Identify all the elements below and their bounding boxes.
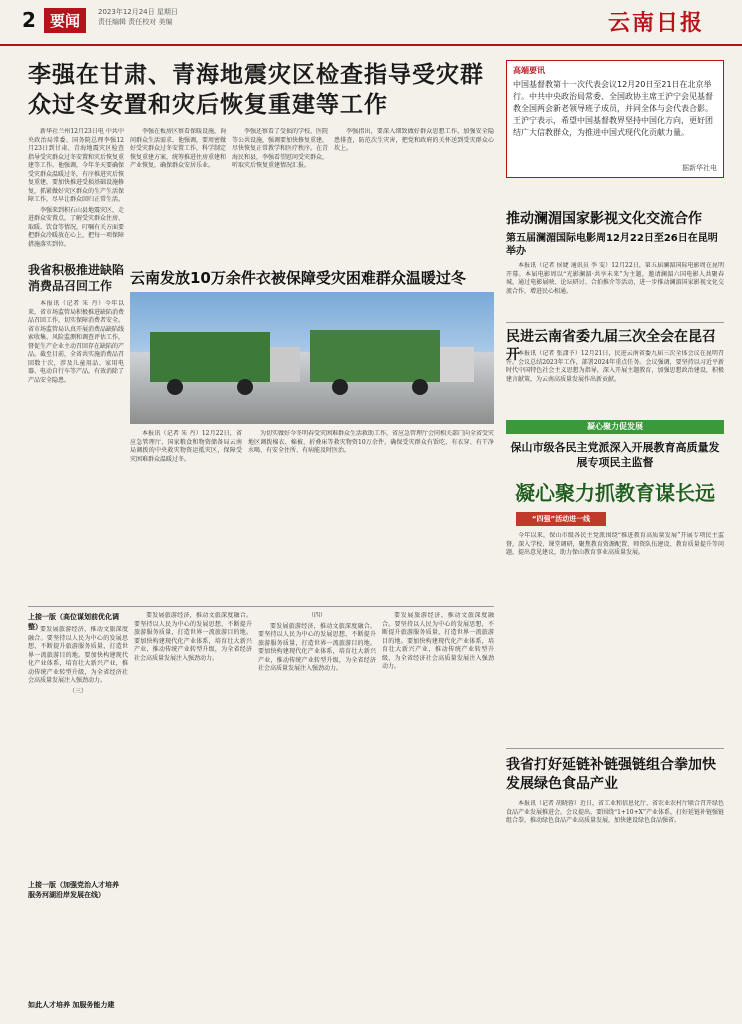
- newspaper-logo: 云南日报: [607, 10, 704, 36]
- essay-paragraph: 要发展旅游经济，推动文旅深度融合。要坚持以人民为中心的发展思想，不断提升旅游服务质量，打造世界一流旅游目的地。要加快构建现代化产业体系，培育壮大新兴产业，推动传统产业转型升级，为全省经济社会高质量发展注入强劲动力。: [258, 622, 376, 672]
- lead-paragraph: 李强来到积石山县地震灾区，走进群众安置点，了解受灾群众住房、取暖、饮食等情况，叮嘱有关方面要把群众冷暖放在心上，把每一项保障措施落实到位。: [28, 206, 124, 248]
- essay-col-1: [28, 626, 128, 876]
- essay-col-2: [134, 612, 252, 972]
- essay-paragraph: 要发展旅游经济，推动文旅深度融合。要坚持以人民为中心的发展思想，不断提升旅游服务质量，打造世界一流旅游目的地。要加快构建现代化产业体系，培育壮大新兴产业，推动传统产业转型升级，为全省经济社会高质量发展注入强劲动力。: [134, 612, 252, 662]
- lead-paragraph: 新华社兰州12月23日电 中共中央政治局常委、国务院总理李强12月23日到甘肃、青海地震灾区检查指导受灾群众过冬安置和灾后恢复重建等工作。他强调，今年冬天要确保受灾群众温暖过冬，有序推进灾后恢复重建，要加快推进受损基础设施修复，抓紧做好灾区群众的生产生活保障工作，尽早让群众回归正常生活。: [28, 128, 124, 203]
- essay-part-a-title: 上接一版（高位谋划前优化调整）: [28, 613, 119, 631]
- date-text: 2023年12月24日 星期日: [98, 8, 178, 16]
- divider: [506, 748, 724, 749]
- divider: [28, 606, 494, 607]
- cppcc-headline: 民进云南省委九届三次全会在昆召开: [506, 329, 716, 363]
- consumer-paragraph: 本报讯（记者 朱 丹）今年以来，省市场监管局积极推进缺陷消费品召回工作，切实保障消费者安全。省市场监管局认真开展消费品缺陷线索收集、风险监测和调查评估工作，督促生产企业主动召回存在缺陷的产品。截至目前，全省共实施消费品召回数十次，涉及儿童用品、家用电器、电动自行车等产品，有效消除了产品安全隐患。: [28, 300, 124, 384]
- relief-photo: [130, 292, 494, 424]
- essay-section-three: （三）: [68, 687, 87, 695]
- consumer-body: [28, 300, 124, 600]
- relief-paragraph: 为切实做好今冬明春受灾困难群众生活救助工作，省应急管理厅会同相关部门向全省受灾地区调拨棉衣、棉被、折叠床等救灾物资10万余件，确保受灾群众有饭吃、有衣穿、有干净水喝、有安全住所、有病能及时医治。: [248, 430, 494, 454]
- essay-paragraph: 要发展旅游经济，推动文旅深度融合。要坚持以人民为中心的发展思想，不断提升旅游服务质量，打造世界一流旅游目的地。要加快构建现代化产业体系，培育壮大新兴产业，推动传统产业转型升级，为全省经济社会高质量发展注入强劲动力。: [28, 626, 128, 684]
- feature-body: [506, 532, 724, 742]
- film-headline: 推动澜湄国家影视文化交流合作: [506, 211, 702, 227]
- page-number: 2: [22, 8, 36, 32]
- section-label: 要闻: [44, 8, 86, 33]
- essay-col-4: [382, 612, 494, 972]
- truck-convoy-illustration: [130, 292, 494, 424]
- relief-caption-text: 本报讯（记者 朱 丹）12月22日，省应急管理厅、国家粮食和物资储备局云南局调拨的中央救灾物资运抵灾区，保障受灾困难群众温暖过冬。: [130, 430, 242, 463]
- feature-headline: 保山市级各民主党派深入开展教育高质量发展专项民主监督: [510, 441, 720, 469]
- feature-paragraph: 今年以来，保山市级各民主党派围绕“推进教育高质量发展”开展专项民主监督，深入学校、课堂调研，聚焦教育资源配置、师资队伍建设、教育质量提升等问题，提出意见建议，助力保山教育事业高质量发展。: [506, 532, 724, 556]
- essay-part-c-title: 如此人才培养 加服务能力建: [28, 1001, 115, 1009]
- feature-big-title: 凝心聚力抓教育谋长远: [515, 481, 715, 505]
- essay-section-four: （四）: [307, 612, 326, 619]
- feature-small-label: 凝心聚力促发展: [506, 420, 724, 434]
- editors-text: 责任编辑 责任校对 美编: [98, 18, 173, 26]
- relief-headline: 云南发放10万余件衣被保障受灾困难群众温暖过冬: [130, 269, 466, 287]
- lead-paragraph: 李强在板房区察看保暖设施，询问群众生活需求。他强调，要周密做好受灾群众过冬安置工作，科学制定恢复重建方案，统筹推进住房重建和产业恢复，确保群众安居乐业。: [130, 128, 226, 169]
- briefs-box: [506, 60, 724, 178]
- essay-col-3: [258, 612, 376, 972]
- film-body: [506, 262, 724, 318]
- green-paragraph: 本报讯（记者 胡晓蓉）近日，省工业和信息化厅、省农业农村厅联合召开绿色食品产业发展推进会。会议提出，要围绕“1+10+X”产业体系，打好延链补链强链组合拳，推动绿色食品产业高质量发展，加快建设绿色食品强省。: [506, 800, 724, 824]
- briefs-tag: 高端要讯: [513, 66, 545, 75]
- briefs-text: 中国基督教第十一次代表会议12月20日至21日在北京举行。中共中央政治局常委、全国政协主席王沪宁会见基督教全国两会新老领导班子成员，并同全体与会代表合影。王沪宁表示，希望中国基督教界坚持中国化方向，更好团结广大信教群众，为推进中国式现代化贡献力量。: [513, 80, 713, 137]
- essay-paragraph: 要发展旅游经济，推动文旅深度融合。要坚持以人民为中心的发展思想，不断提升旅游服务质量，打造世界一流旅游目的地。要加快构建现代化产业体系，培育壮大新兴产业，推动传统产业转型升级，为全省经济社会高质量发展注入强劲动力。: [382, 612, 494, 670]
- lead-paragraph: 李强指出，要深入细致做好群众思想工作，加强安全隐患排查，防范次生灾害，把党和政府的关怀送到受灾群众心坎上。: [334, 128, 494, 152]
- lead-headline: 李强在甘肃、青海地震灾区检查指导受灾群众过冬安置和灾后恢复重建等工作: [28, 62, 484, 118]
- green-body: [506, 800, 724, 1010]
- essay-part-b-title: 上接一版（加强党治人才培养 服务河湖沿岸发展在线）: [28, 881, 119, 899]
- green-headline: 我省打好延链补链强链组合拳加快发展绿色食品产业: [506, 757, 716, 792]
- masthead: [0, 0, 742, 46]
- relief-body: [248, 430, 494, 530]
- consumer-headline: 我省积极推进缺陷消费品召回工作: [28, 263, 125, 293]
- date-line: [98, 7, 218, 27]
- briefs-source: 据新华社电: [682, 164, 717, 172]
- relief-caption: [130, 430, 242, 530]
- cppcc-paragraph: 本报讯（记者 张潇予）12月21日，民进云南省委九届三次全体会议在昆明召开。会议总结2023年工作，部署2024年重点任务。会议强调，要坚持以习近平新时代中国特色社会主义思想为指导，深入开展主题教育，加强思想政治建设，积极建言献策，为云南高质量发展作出新贡献。: [506, 350, 724, 383]
- feature-tag: “四强”活动进一线: [516, 512, 606, 526]
- lead-paragraph: 李强还察看了受损的学校、医院等公共设施，强调要加快修复重建，尽快恢复正常教学和医疗秩序。在青海民和县，李强看望慰问受灾群众，听取灾后恢复重建情况汇报。: [232, 128, 328, 169]
- film-subhead: 第五届澜湄国际电影周12月22日至26日在昆明举办: [506, 233, 718, 257]
- divider: [506, 322, 724, 323]
- cppcc-body: [506, 350, 724, 412]
- film-paragraph: 本报讯（记者 侯婕 通讯员 李 雯）12月22日，第五届澜湄国际电影周在昆明开幕。本届电影周以“光影澜湄·共享未来”为主题，邀请澜湄六国电影人共聚春城，通过电影展映、论坛研讨、合拍推介等活动，进一步推动澜湄国家影视文化交流合作，增进民心相通。: [506, 262, 724, 295]
- lead-col-4: [334, 128, 494, 258]
